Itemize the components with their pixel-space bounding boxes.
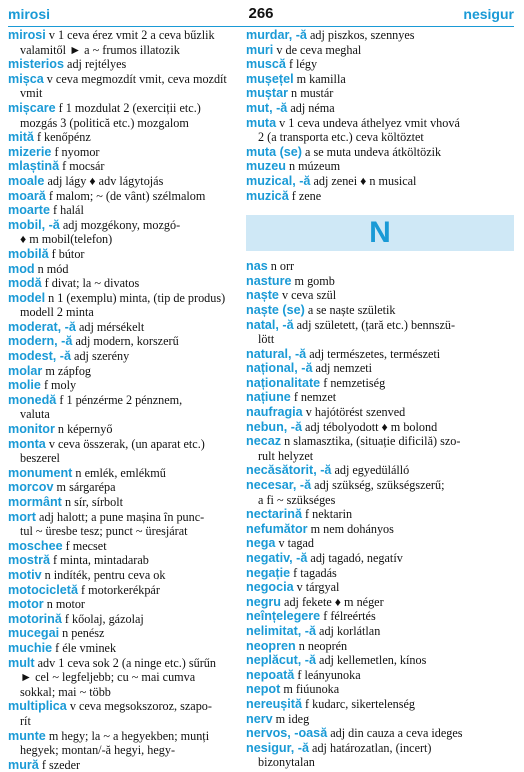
entry-continuation	[8, 524, 246, 539]
definition: tul ~ üresbe tesz; punct ~ üresjárat	[20, 524, 188, 539]
definition: n motor	[43, 597, 85, 612]
headword: morcov	[8, 480, 54, 495]
headword: mobilă	[8, 246, 49, 261]
dictionary-entry	[246, 57, 514, 72]
definition: adj határozatlan, (incert)	[309, 740, 432, 755]
letter-section-heading: N	[369, 216, 391, 250]
headword: negativ, -ă	[246, 551, 308, 565]
headword: națiune	[246, 390, 291, 405]
dictionary-entry	[246, 609, 514, 624]
dictionary-entry	[246, 376, 514, 391]
dictionary-entry	[8, 583, 246, 598]
definition: f mocsár	[59, 159, 105, 174]
definition: adj rejtélyes	[64, 57, 127, 72]
dictionary-entry	[246, 551, 514, 566]
headword: necaz	[246, 434, 282, 449]
headword: muzeu	[246, 159, 286, 174]
dictionary-entry	[246, 274, 514, 289]
dictionary-entry	[246, 189, 514, 204]
headword: neînțelegere	[246, 609, 321, 624]
headword: natal, -ă	[246, 317, 294, 332]
definition: adj született, (țară etc.) bennszü-	[293, 317, 456, 332]
entry-continuation	[8, 714, 246, 729]
headword: naște (se)	[246, 302, 305, 317]
definition: n neoprén	[295, 638, 348, 653]
headword: mobil, -ă	[8, 217, 60, 232]
definition: adj szükség, szükségszerű;	[311, 478, 445, 493]
definition: f éle vminek	[52, 640, 117, 655]
definition: n emlék, emlékmű	[72, 465, 166, 480]
dictionary-entry	[246, 639, 514, 654]
entry-continuation	[8, 305, 246, 320]
dictionary-entry	[8, 334, 246, 349]
definition: m fiúunoka	[280, 682, 340, 697]
dictionary-entry	[246, 318, 514, 333]
definition: v tárgyal	[293, 580, 340, 595]
headword: monedă	[8, 392, 57, 407]
definition: 2 (a transporta etc.) ceva költöztet	[258, 130, 424, 145]
definition: adj kellemetlen, kínos	[315, 653, 427, 668]
dictionary-entry	[246, 668, 514, 683]
definition: rult helyzet	[258, 448, 314, 463]
headword: molar	[8, 363, 43, 378]
definition: valuta	[20, 407, 50, 422]
definition: f mecset	[62, 538, 107, 553]
dictionary-entry	[8, 612, 246, 627]
headword: mișcare	[8, 100, 56, 115]
dictionary-entry	[8, 758, 246, 772]
dictionary-entry	[246, 159, 514, 174]
headword: moară	[8, 188, 46, 203]
entry-continuation	[246, 130, 514, 145]
definition: vmit	[20, 86, 43, 101]
definition: a se muta undeva átköltözik	[301, 144, 442, 159]
headword: modern, -ă	[8, 334, 73, 349]
definition: f minta, mintadarab	[50, 553, 149, 568]
definition: adj szerény	[70, 349, 130, 364]
headword: molie	[8, 378, 41, 393]
headword: motor	[8, 597, 44, 612]
definition: f légy	[285, 57, 318, 72]
headword: nervos, -oasă	[246, 726, 328, 741]
dictionary-entry	[8, 174, 246, 189]
dictionary-entry	[8, 597, 246, 612]
headword: necesar, -ă	[246, 478, 312, 493]
right-column-n-entries	[246, 259, 514, 770]
headword: murdar, -ă	[246, 28, 307, 42]
definition: v ceva összerak, (un aparat etc.)	[45, 436, 205, 451]
definition: f 1 mozdulat 2 (exerciții etc.)	[55, 100, 201, 115]
headword: motorină	[8, 611, 62, 626]
dictionary-entry	[246, 86, 514, 101]
dictionary-entry	[8, 626, 246, 641]
definition: adj modern, korszerű	[72, 334, 179, 349]
dictionary-entry	[246, 347, 514, 362]
definition: adv 1 ceva sok 2 (a ninge etc.) sűrűn	[34, 655, 216, 670]
entry-continuation	[8, 451, 246, 466]
definition: modell 2 minta	[20, 305, 94, 320]
dictionary-entry	[8, 729, 246, 744]
definition: f bútor	[48, 246, 85, 261]
definition: f malom; ~ (de vânt) szélmalom	[45, 188, 206, 203]
headword: muscă	[246, 57, 286, 72]
definition: f nyomor	[51, 144, 100, 159]
definition: bizonytalan	[258, 755, 315, 770]
headword: naționalitate	[246, 375, 321, 390]
dictionary-entry	[246, 72, 514, 87]
right-column	[246, 28, 514, 770]
dictionary-entry	[246, 390, 514, 405]
headword: monta	[8, 436, 46, 451]
headword: monitor	[8, 422, 55, 437]
headword: mut, -ă	[246, 100, 288, 115]
definition: f leányunoka	[294, 667, 361, 682]
dictionary-entry	[8, 101, 246, 116]
header-rule	[8, 26, 514, 27]
headword: multiplica	[8, 699, 67, 714]
definition: adj mérsékelt	[75, 319, 145, 334]
headword: mult	[8, 655, 35, 670]
headword: mirosi	[8, 28, 46, 42]
dictionary-entry	[8, 568, 246, 583]
headword: mită	[8, 130, 34, 145]
headword: muta (se)	[246, 144, 302, 159]
headword: nasture	[246, 273, 292, 288]
dictionary-entry	[8, 539, 246, 554]
headword: nas	[246, 259, 268, 274]
definition: m sárgarépa	[53, 480, 116, 495]
entry-continuation	[8, 86, 246, 101]
headword: naște	[246, 288, 279, 303]
headword: muștar	[246, 86, 288, 101]
dictionary-entry	[8, 349, 246, 364]
definition: f motorkerékpár	[78, 582, 160, 597]
definition: f kőolaj, gázolaj	[61, 611, 144, 626]
definition: lött	[258, 332, 275, 347]
definition: adj fekete ♦ m néger	[280, 594, 384, 609]
definition: adj korlátlan	[315, 623, 381, 638]
dictionary-entry	[8, 553, 246, 568]
definition: f halál	[50, 203, 84, 218]
headword: național, -ă	[246, 361, 313, 376]
entry-continuation	[246, 493, 514, 508]
definition: n mód	[34, 261, 69, 276]
dictionary-entry	[246, 43, 514, 58]
definition: v hajótörést szenved	[302, 405, 406, 420]
headword: naufragia	[246, 405, 303, 420]
headword: monument	[8, 465, 73, 480]
entry-continuation	[246, 755, 514, 770]
dictionary-entry	[8, 320, 246, 335]
definition: v tagad	[275, 536, 314, 551]
definition: adj lágy ♦ adv lágytojás	[44, 173, 164, 188]
definition: f kenőpénz	[33, 130, 91, 145]
headword: necăsătorit, -ă	[246, 463, 332, 478]
headword: model	[8, 290, 46, 305]
definition: m hegy; la ~ a hegyekben; munți	[45, 728, 210, 743]
letter-section-banner	[246, 215, 514, 251]
dictionary-entry	[246, 145, 514, 160]
definition: n mustár	[288, 86, 334, 101]
dictionary-entry	[246, 116, 514, 131]
headword: neopren	[246, 638, 296, 653]
headword: modest, -ă	[8, 349, 71, 364]
dictionary-entry	[246, 741, 514, 756]
headword: mușețel	[246, 71, 294, 86]
headword: nerv	[246, 711, 273, 726]
headword: modă	[8, 276, 42, 291]
headword: mod	[8, 261, 35, 276]
headword: motiv	[8, 567, 42, 582]
dictionary-entry	[8, 57, 246, 72]
dictionary-entry	[8, 262, 246, 277]
dictionary-entry	[8, 203, 246, 218]
entry-continuation	[8, 407, 246, 422]
definition: n múzeum	[285, 159, 341, 174]
dictionary-entry	[8, 145, 246, 160]
dictionary-entry	[8, 378, 246, 393]
definition: adj néma	[287, 100, 335, 115]
definition: f moly	[40, 378, 77, 393]
headword: motocicletă	[8, 582, 78, 597]
headword: nepoată	[246, 667, 295, 682]
dictionary-entry	[246, 478, 514, 493]
definition: n orr	[267, 259, 295, 274]
dictionary-entry	[8, 247, 246, 262]
dictionary-entry	[8, 422, 246, 437]
definition: f szeder	[38, 757, 81, 772]
definition: ► cel ~ legfeljebb; cu ~ mai cumva	[20, 670, 196, 685]
entry-continuation	[8, 43, 246, 58]
headword: natural, -ă	[246, 346, 307, 361]
dictionary-entry	[8, 291, 246, 306]
definition: adj tagadó, negatív	[307, 551, 403, 565]
dictionary-entry	[246, 303, 514, 318]
header-last-word: nesigur	[463, 6, 514, 22]
dictionary-entry	[246, 566, 514, 581]
headword: moarte	[8, 203, 50, 218]
headword: neplăcut, -ă	[246, 653, 316, 668]
headword: mizerie	[8, 144, 52, 159]
definition: n képernyő	[54, 422, 113, 437]
dictionary-entry	[246, 361, 514, 376]
dictionary-entry	[246, 697, 514, 712]
dictionary-entry	[8, 364, 246, 379]
definition: n penész	[59, 626, 105, 641]
definition: v ceva megsokszoroz, szapo-	[66, 699, 212, 714]
definition: adj piszkos, szennyes	[306, 28, 415, 42]
entry-continuation	[246, 449, 514, 464]
dictionary-entry	[8, 437, 246, 452]
headword: nefumător	[246, 521, 308, 536]
definition: f nemzet	[290, 390, 337, 405]
headword: misterios	[8, 57, 64, 72]
definition: v 1 ceva érez vmit 2 a ceva bűzlik	[45, 28, 215, 42]
definition: adj nemzeti	[312, 361, 373, 376]
dictionary-entry	[8, 218, 246, 233]
dictionary-entry	[246, 405, 514, 420]
definition: adj természetes, természeti	[306, 346, 441, 361]
definition: m nem dohányos	[307, 521, 394, 536]
dictionary-entry	[246, 259, 514, 274]
dictionary-entry	[8, 159, 246, 174]
headword: nectarină	[246, 507, 302, 522]
definition: f divat; la ~ divatos	[41, 276, 140, 291]
entry-continuation	[8, 685, 246, 700]
definition: f kudarc, sikertelenség	[302, 696, 416, 711]
entry-continuation	[8, 116, 246, 131]
definition: sokkal; mai ~ több	[20, 684, 111, 699]
entry-continuation	[8, 232, 246, 247]
dictionary-entry	[246, 288, 514, 303]
dictionary-entry	[8, 28, 246, 43]
definition: f 1 pénzérme 2 pénznem,	[56, 392, 183, 407]
headword: moale	[8, 173, 45, 188]
right-column-m-entries	[246, 28, 514, 203]
headword: mlaștină	[8, 159, 60, 174]
dictionary-entry	[8, 130, 246, 145]
definition: f nektarin	[302, 507, 353, 522]
left-column	[8, 28, 246, 772]
dictionary-entry	[246, 726, 514, 741]
dictionary-entry	[8, 189, 246, 204]
headword: muta	[246, 115, 277, 130]
headword: nebun, -ă	[246, 419, 302, 434]
dictionary-entry	[8, 641, 246, 656]
headword: muzical, -ă	[246, 173, 311, 188]
dictionary-entry	[246, 580, 514, 595]
definition: v ceva megmozdít vmit, ceva mozdít	[43, 71, 227, 86]
headword: negru	[246, 594, 281, 609]
definition: m zápfog	[42, 363, 92, 378]
dictionary-entry	[8, 276, 246, 291]
headword: mucegai	[8, 626, 60, 641]
definition: adj tébolyodott ♦ m bolond	[301, 419, 438, 434]
headword: nega	[246, 536, 276, 551]
dictionary-entry	[8, 72, 246, 87]
entry-continuation	[8, 743, 246, 758]
definition: m kamilla	[293, 71, 346, 86]
definition: hegyek; montan/-ă hegyi, hegy-	[20, 743, 176, 758]
dictionary-entry	[246, 420, 514, 435]
headword: mură	[8, 757, 39, 772]
page-number: 266	[248, 5, 274, 22]
definition: adj egyedülálló	[331, 463, 410, 478]
definition: m gomb	[291, 273, 335, 288]
dictionary-entry	[246, 653, 514, 668]
headword: mișca	[8, 71, 44, 86]
definition: n indíték, pentru ceva ok	[41, 567, 166, 582]
definition: a se naște születik	[304, 302, 396, 317]
headword: mormânt	[8, 495, 62, 509]
definition: beszerel	[20, 451, 60, 466]
dictionary-entry	[8, 699, 246, 714]
dictionary-entry	[246, 434, 514, 449]
definition: a fi ~ szükséges	[258, 492, 336, 507]
definition: mozgás 3 (politică etc.) mozgalom	[20, 115, 189, 130]
headword: nesigur, -ă	[246, 740, 309, 755]
headword: negație	[246, 565, 291, 580]
definition: v 1 ceva undeva áthelyez vmit vhová	[276, 115, 460, 130]
entry-continuation	[246, 332, 514, 347]
entry-continuation	[8, 670, 246, 685]
dictionary-entry	[8, 480, 246, 495]
definition: n slamasztika, (situație dificilă) szo-	[281, 434, 461, 449]
headword: muzică	[246, 188, 289, 203]
headword: nepot	[246, 682, 281, 697]
definition: n 1 (exemplu) minta, (tip de produs)	[45, 290, 226, 305]
headword: moderat, -ă	[8, 319, 76, 334]
dictionary-entry	[246, 522, 514, 537]
definition: rít	[20, 713, 31, 728]
dictionary-entry	[246, 682, 514, 697]
dictionary-entry	[246, 624, 514, 639]
page-header	[8, 4, 514, 26]
headword: nereușită	[246, 696, 302, 711]
header-first-word: mirosi	[8, 6, 51, 22]
dictionary-entry	[8, 656, 246, 671]
definition: f zene	[288, 188, 322, 203]
definition: valamitől ► a ~ frumos illatozik	[20, 42, 180, 57]
dictionary-entry	[246, 507, 514, 522]
definition: v ceva szül	[278, 288, 337, 303]
headword: negocia	[246, 580, 294, 595]
definition: adj mozgékony, mozgó-	[59, 217, 181, 232]
definition: f nemzetiség	[320, 375, 386, 390]
dictionary-entry	[8, 510, 246, 525]
dictionary-entry	[246, 28, 514, 43]
dictionary-entry	[246, 595, 514, 610]
dictionary-entry	[246, 536, 514, 551]
dictionary-entry	[8, 466, 246, 481]
definition: n sír, sírbolt	[61, 495, 124, 509]
dictionary-entry	[246, 174, 514, 189]
dictionary-entry	[8, 495, 246, 510]
definition: f tagadás	[290, 565, 337, 580]
headword: mort	[8, 509, 36, 524]
definition: f félreértés	[320, 609, 376, 624]
dictionary-entry	[246, 101, 514, 116]
headword: mostră	[8, 553, 50, 568]
definition: adj halott; a pune mașina în punc-	[36, 509, 205, 524]
headword: nelimitat, -ă	[246, 623, 316, 638]
dictionary-entry	[246, 463, 514, 478]
definition: m ideg	[272, 711, 310, 726]
definition: adj din cauza a ceva ideges	[327, 726, 463, 741]
definition: adj zenei ♦ n musical	[310, 173, 417, 188]
headword: muri	[246, 42, 274, 57]
dictionary-entry	[246, 712, 514, 727]
dictionary-entry	[8, 393, 246, 408]
headword: muchie	[8, 640, 53, 655]
headword: moschee	[8, 538, 63, 553]
definition: ♦ m mobil(telefon)	[20, 232, 113, 247]
definition: v de ceva meghal	[273, 42, 362, 57]
headword: munte	[8, 728, 46, 743]
